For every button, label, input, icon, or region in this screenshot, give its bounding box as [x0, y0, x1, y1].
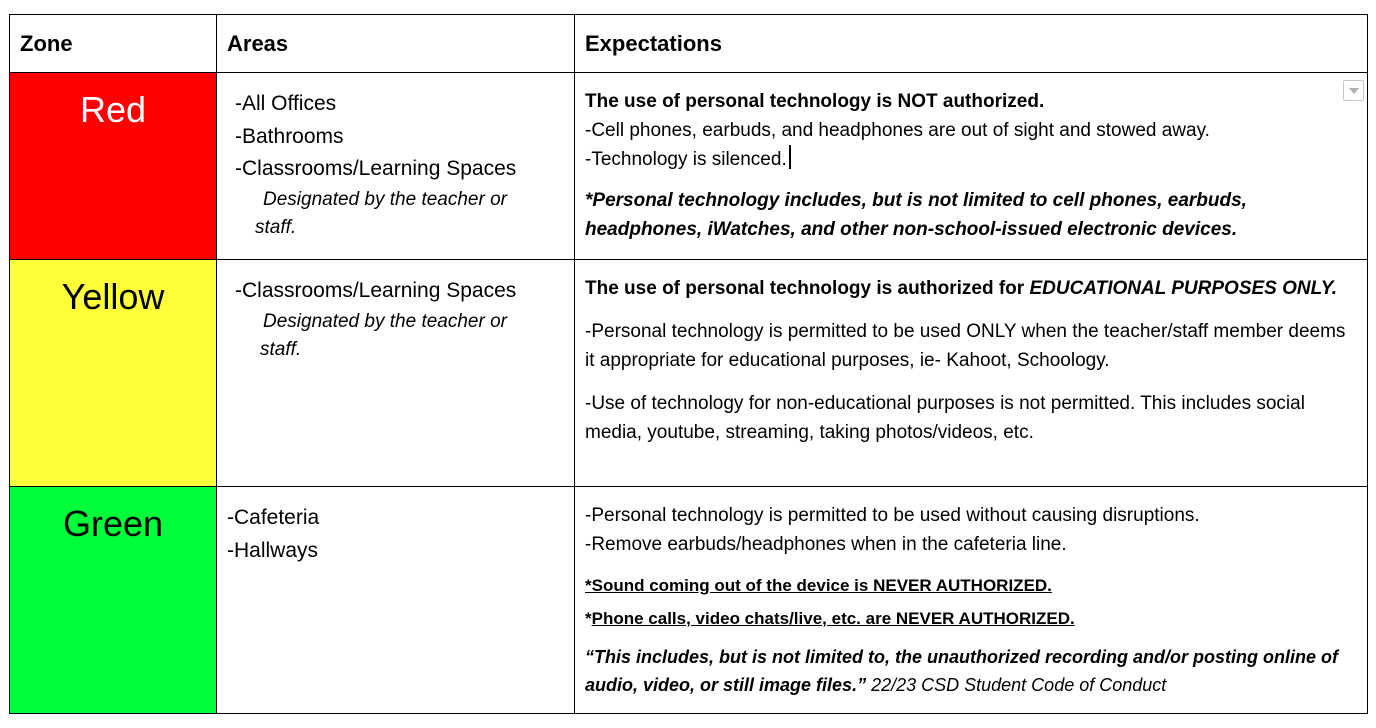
table-row-green	[10, 487, 1368, 714]
expectation-heading	[585, 274, 1357, 303]
area-item: -Hallways	[227, 538, 319, 562]
header-expectations-label: Expectations	[585, 30, 722, 56]
expectation-line: -Technology is silenced.	[585, 149, 787, 170]
text-cursor	[789, 145, 792, 169]
chevron-down-icon[interactable]	[1343, 80, 1364, 101]
expectation-line: -Remove earbuds/headphones when in the cafeteria line.	[585, 534, 1067, 555]
expectation-line: -Cell phones, earbuds, and headphones are out of sight and stowed away.	[585, 120, 1210, 141]
expectation-paragraph: -Use of technology for non-educational purposes is not permitted. This includes social media, youtube, streaming, taking photos/videos, etc.	[585, 393, 1305, 443]
expectations-cell-red[interactable]	[575, 73, 1368, 260]
expectation-rule	[585, 604, 1357, 633]
area-item: -Cafeteria	[227, 506, 320, 529]
quote-source: 22/23 CSD Student Code of Conduct	[866, 675, 1167, 695]
header-expectations	[575, 15, 1368, 73]
expectations-cell-green[interactable]	[575, 487, 1368, 714]
area-item: -Classrooms/Learning Spaces	[235, 279, 517, 302]
expectation-rule: *Sound coming out of the device is NEVER AUTHORIZED.	[585, 576, 1052, 595]
zones-table	[9, 14, 1368, 714]
areas-cell-red	[217, 73, 575, 260]
areas-cell-yellow	[217, 260, 575, 487]
area-item: -Bathrooms	[235, 124, 344, 148]
header-areas-label: Areas	[227, 30, 289, 56]
zone-cell-green	[10, 487, 217, 714]
zone-name-red: Red	[79, 89, 147, 130]
area-item: -All Offices	[235, 92, 337, 115]
header-row	[10, 15, 1368, 73]
expectation-heading-emphasis: EDUCATIONAL PURPOSES ONLY.	[1029, 278, 1338, 299]
area-note-line1: Designated by the teacher or	[263, 188, 507, 210]
area-note	[235, 308, 564, 364]
expectation-note: *Personal technology includes, but is not limited to cell phones, earbuds, headphones, iWatches, and other non-school-issued electronic devices.	[585, 190, 1247, 240]
zone-cell-yellow	[10, 260, 217, 487]
table-row-red	[10, 73, 1368, 260]
expectation-line: -Personal technology is permitted to be used without causing disruptions.	[585, 505, 1200, 526]
rule-star: *	[585, 609, 592, 628]
zone-cell-red	[10, 73, 217, 260]
expectations-cell-yellow[interactable]	[575, 260, 1368, 487]
area-note	[235, 186, 564, 242]
quote-text: “This includes, but is not limited to, the unauthorized recording and/or posting online of audio, video, or still image files.”	[585, 647, 1338, 695]
expectation-heading-text: The use of personal technology is authorized for	[585, 278, 1030, 299]
header-areas	[217, 15, 575, 73]
header-zone	[10, 15, 217, 73]
area-note-line1: Designated by the teacher or	[263, 310, 507, 332]
expectation-heading: The use of personal technology is NOT authorized.	[585, 91, 1045, 112]
zone-name-yellow: Yellow	[61, 276, 165, 317]
rule-text: Phone calls, video chats/live, etc. are NEVER AUTHORIZED.	[591, 609, 1075, 628]
zone-name-green: Green	[62, 503, 164, 544]
area-note-line2: staff.	[260, 338, 302, 360]
table-row-yellow	[10, 260, 1368, 487]
area-item: -Classrooms/Learning Spaces	[235, 157, 517, 180]
areas-cell-green	[217, 487, 575, 714]
expectation-paragraph: -Personal technology is permitted to be used ONLY when the teacher/staff member deems it appropriate for educational purposes, ie- Kahoot, Schoology.	[585, 321, 1346, 371]
header-zone-label: Zone	[20, 30, 73, 56]
expectation-quote	[585, 643, 1357, 699]
area-note-line2: staff.	[255, 216, 297, 238]
